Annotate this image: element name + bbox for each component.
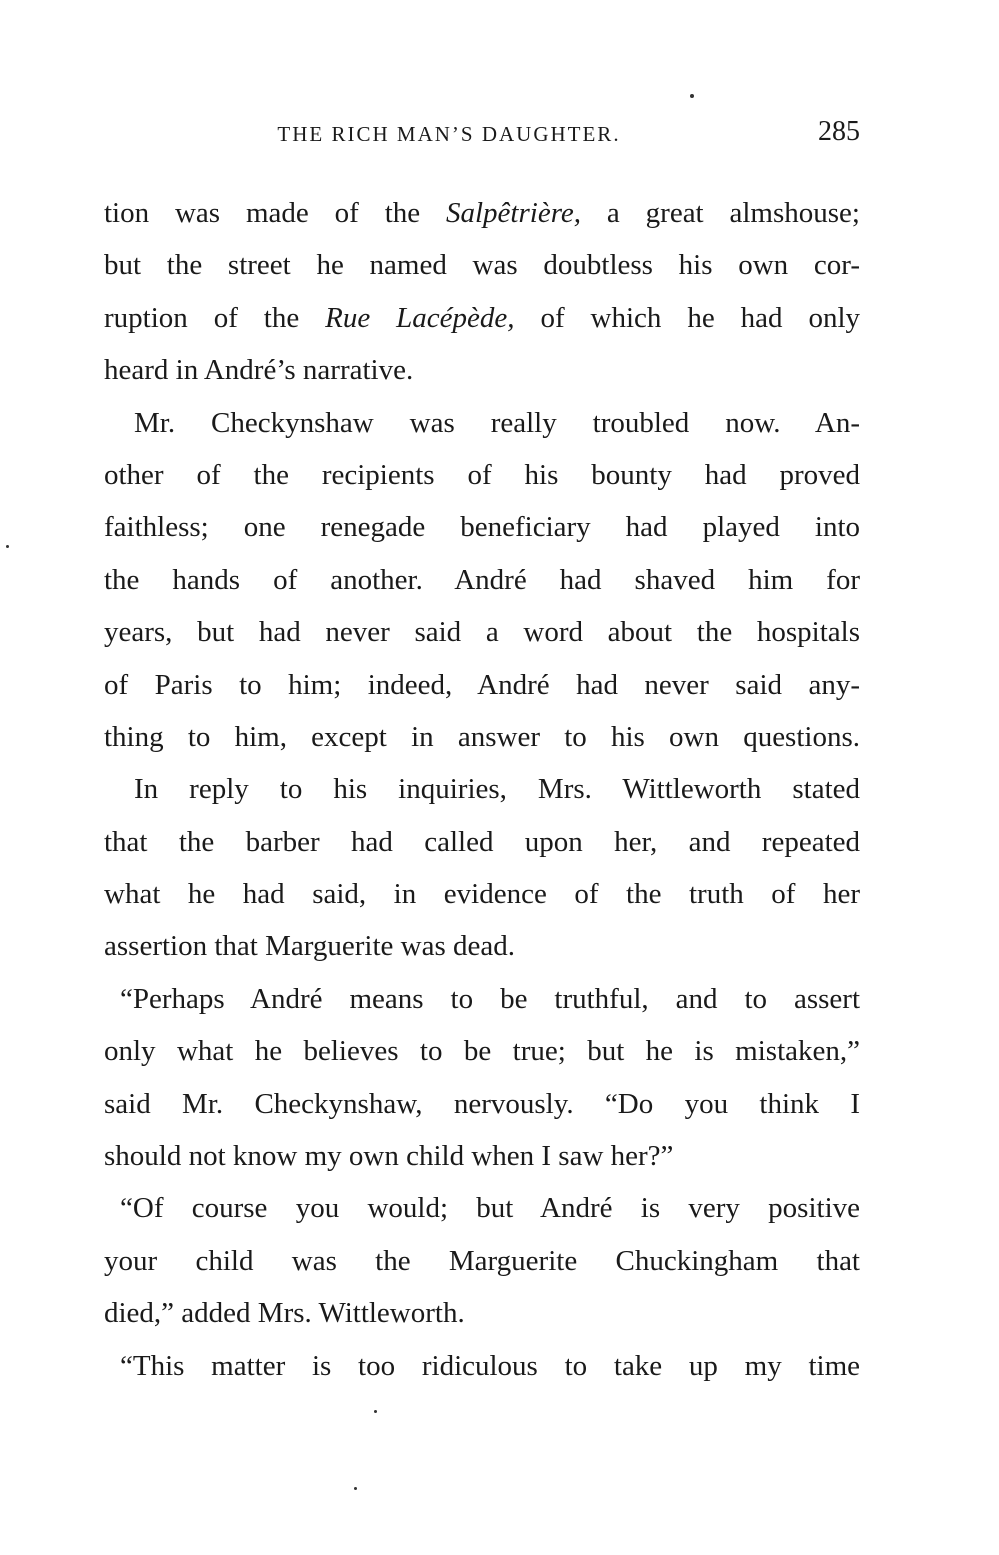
scan-speck	[6, 545, 9, 548]
text-line: died,” added Mrs. Wittleworth.	[104, 1297, 465, 1330]
text-line: said Mr. Checkynshaw, nervously. “Do you think I	[104, 1087, 860, 1120]
text-line: Mr. Checkynshaw was really troubled now. An-	[134, 406, 860, 439]
text-line: should not know my own child when I saw her?”	[104, 1140, 674, 1173]
scan-speck	[374, 1410, 377, 1413]
text-line: other of the recipients of his bounty had proved	[104, 458, 860, 491]
text-line: “This matter is too ridiculous to take up my time	[120, 1349, 860, 1382]
text-line: faithless; one renegade beneficiary had played into	[104, 511, 860, 544]
text-line: heard in André’s narrative.	[104, 354, 414, 387]
text-line: that the barber had called upon her, and repeated	[104, 825, 860, 858]
text-line: but the street he named was doubtless his own cor-	[104, 249, 860, 282]
italic-term: Rue Lacépède,	[325, 301, 515, 334]
text-line: ruption of the Rue Lacépède, of which he had only	[104, 301, 860, 334]
text-line: years, but had never said a word about the hospitals	[104, 616, 860, 649]
running-title: THE RICH MAN’S DAUGHTER.	[277, 122, 621, 146]
text-line: tion was made of the Salpêtrière, a great almshouse;	[104, 197, 860, 229]
text-line: only what he believes to be true; but he is mistaken,”	[104, 1035, 860, 1068]
text-line: of Paris to him; indeed, André had never said any-	[104, 668, 860, 701]
body-text	[104, 187, 860, 1392]
text-line: In reply to his inquiries, Mrs. Wittleworth stated	[134, 773, 860, 806]
text-line: “Of course you would; but André is very positive	[120, 1192, 860, 1225]
page-header	[104, 116, 860, 156]
text-line: what he had said, in evidence of the truth of her	[104, 878, 860, 911]
text-line: “Perhaps André means to be truthful, and to assert	[120, 982, 860, 1015]
text-line: the hands of another. André had shaved him for	[104, 563, 860, 596]
italic-term: Salpêtrière,	[446, 197, 582, 229]
scan-speck	[354, 1487, 357, 1490]
page-number: 285	[818, 116, 860, 147]
text-line: thing to him, except in answer to his own questions.	[104, 720, 860, 753]
scan-speck	[690, 94, 694, 98]
text-line: your child was the Marguerite Chuckingham that	[104, 1244, 860, 1277]
text-line: assertion that Marguerite was dead.	[104, 930, 515, 963]
